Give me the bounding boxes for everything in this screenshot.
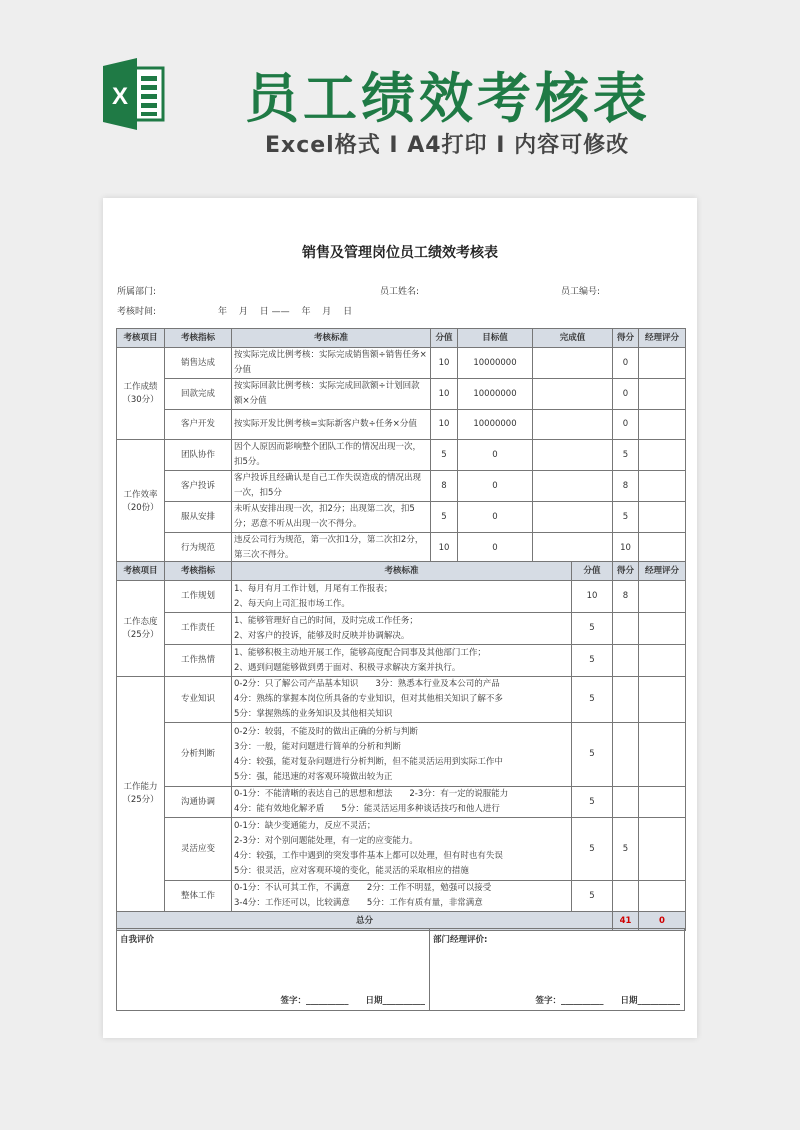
- cell: 0-1分：不认可其工作，不满意 2分：工作不明显，勉强可以接受 3-4分：工作还可以，比较满意 5分：工作有质有量，非常满意: [232, 881, 572, 912]
- cell: 0: [613, 410, 639, 440]
- cell: 0-1分：不能清晰的表达自己的思想和想法 2-3分：有一定的说服能力 4分：能有效地化解矛盾 5分：能灵活运用多种谈话技巧和他人进行: [232, 787, 572, 818]
- svg-text:X: X: [111, 83, 129, 110]
- cell: 10: [431, 348, 458, 379]
- table-row: [117, 645, 686, 677]
- cell: 5: [572, 613, 613, 645]
- cell: 0: [458, 440, 533, 471]
- cell: [639, 440, 686, 471]
- banner-subtitle: Excel格式 I A4打印 I 内容可修改: [265, 133, 630, 158]
- cell: 1、能够管理好自己的时间，及时完成工作任务； 2、对客户的投诉，能够及时反映并协调解决。: [232, 613, 572, 645]
- total-manager: 0: [639, 912, 686, 931]
- header-row: [117, 329, 686, 348]
- cell: 10: [613, 533, 639, 564]
- cell: [639, 787, 686, 818]
- cell: [613, 677, 639, 723]
- cell: [613, 787, 639, 818]
- cell: [639, 533, 686, 564]
- table-row: [117, 533, 686, 564]
- cell: [639, 471, 686, 502]
- table-row: [117, 379, 686, 410]
- cell: 5: [613, 440, 639, 471]
- cell: 10: [431, 533, 458, 564]
- table-row: [117, 581, 686, 613]
- id-label: 员工编号:: [561, 287, 601, 297]
- table-section-2: [116, 561, 686, 931]
- sheet: [103, 198, 697, 1038]
- table-row: [117, 410, 686, 440]
- cell: 工作规划: [165, 581, 232, 613]
- self-evaluation-label: 自我评价: [120, 935, 155, 945]
- cell: 5: [572, 645, 613, 677]
- cell: [613, 723, 639, 787]
- cell: 考核指标: [165, 329, 232, 348]
- cell: 10: [431, 410, 458, 440]
- cell: [613, 881, 639, 912]
- cell: 沟通协调: [165, 787, 232, 818]
- banner-title: 员工绩效考核表: [245, 67, 651, 130]
- sheet-title: 销售及管理岗位员工绩效考核表: [302, 245, 498, 261]
- cell: 5: [572, 677, 613, 723]
- cell: 按实际开发比例考核=实际新客户数÷任务×分值: [232, 410, 431, 440]
- cell: 服从安排: [165, 502, 232, 533]
- cell: [533, 379, 613, 410]
- cell: 整体工作: [165, 881, 232, 912]
- cell: [613, 645, 639, 677]
- cell: 目标值: [458, 329, 533, 348]
- cell: 8: [613, 581, 639, 613]
- name-label: 员工姓名:: [380, 287, 420, 297]
- cell: [533, 533, 613, 564]
- table-row: [117, 440, 686, 471]
- cell: 0-1分：缺少变通能力，反应不灵活； 2-3分：对个别问题能处理，有一定的应变能力。 4分：较强，工作中遇到的突发事件基本上都可以处理，但有时也有失误 5分：很灵活，应对客观环境的变化，能灵活的采取相应的措施: [232, 818, 572, 881]
- cell: 5: [613, 818, 639, 881]
- cell: [639, 677, 686, 723]
- cell: [533, 410, 613, 440]
- cell: 团队协作: [165, 440, 232, 471]
- category-cell: 工作成绩 （30分）: [117, 348, 165, 440]
- cell: 得分: [613, 562, 639, 581]
- cell: 分析判断: [165, 723, 232, 787]
- cell: 完成值: [533, 329, 613, 348]
- cell: 0-2分：较弱，不能及时的做出正确的分析与判断 3分：一般，能对问题进行简单的分析和判断 4分：较强，能对复杂问题进行分析判断，但不能灵活运用到实际工作中 5分：强，能迅速的对客观环境做出较为正: [232, 723, 572, 787]
- cell: [639, 723, 686, 787]
- cell: 5: [613, 502, 639, 533]
- category-cell: 工作态度 （25分）: [117, 581, 165, 677]
- cell: 分值: [572, 562, 613, 581]
- cell: 10000000: [458, 410, 533, 440]
- table-row: [117, 471, 686, 502]
- manager-evaluation-label: 部门经理评价:: [433, 935, 488, 945]
- cell: [639, 581, 686, 613]
- cell: [533, 440, 613, 471]
- cell: [639, 410, 686, 440]
- category-cell: 工作能力 （25分）: [117, 677, 165, 912]
- cell: 5: [431, 502, 458, 533]
- total-label: 总分: [117, 912, 613, 931]
- table-row: [117, 348, 686, 379]
- cell: 10: [431, 379, 458, 410]
- cell: 工作责任: [165, 613, 232, 645]
- cell: [533, 502, 613, 533]
- cell: 考核标准: [232, 329, 431, 348]
- header-row: [117, 562, 686, 581]
- cell: 8: [613, 471, 639, 502]
- cell: 5: [572, 787, 613, 818]
- cell: 因个人原因而影响整个团队工作的情况出现一次，扣5分。: [232, 440, 431, 471]
- cell: 8: [431, 471, 458, 502]
- cell: 0: [613, 348, 639, 379]
- cell: 10: [572, 581, 613, 613]
- total-score: 41: [613, 912, 639, 931]
- cell: 客户投诉: [165, 471, 232, 502]
- cell: 0: [458, 502, 533, 533]
- table-row: [117, 881, 686, 912]
- cell: 违反公司行为规范，第一次扣1分，第二次扣2分，第三次不得分。: [232, 533, 431, 564]
- cell: [639, 348, 686, 379]
- cell: 按实际回款比例考核：实际完成回款额÷计划回款额×分值: [232, 379, 431, 410]
- table-row: [117, 613, 686, 645]
- cell: [533, 471, 613, 502]
- cell: 考核标准: [232, 562, 572, 581]
- cell: 经理评分: [639, 562, 686, 581]
- cell: 客户投诉且经确认是自己工作失误造成的情况出现一次，扣5分: [232, 471, 431, 502]
- cell: [639, 818, 686, 881]
- excel-logo-icon: [103, 58, 165, 130]
- cell: [639, 613, 686, 645]
- cell: 5: [431, 440, 458, 471]
- cell: [533, 348, 613, 379]
- cell: [639, 645, 686, 677]
- cell: 分值: [431, 329, 458, 348]
- cell: 未听从安排出现一次，扣2分；出现第二次，扣5分；恶意不听从出现一次不得分。: [232, 502, 431, 533]
- cell: 销售达成: [165, 348, 232, 379]
- table-row: [117, 502, 686, 533]
- cell: 专业知识: [165, 677, 232, 723]
- table-row: [117, 818, 686, 881]
- cell: [613, 613, 639, 645]
- manager-sign-line: 签字：__________ 日期__________: [535, 996, 680, 1006]
- cell: 考核项目: [117, 562, 165, 581]
- cell: [639, 502, 686, 533]
- cell: 5: [572, 881, 613, 912]
- cell: 0: [613, 379, 639, 410]
- cell: [639, 881, 686, 912]
- category-cell: 工作效率 （20份）: [117, 440, 165, 564]
- table-row: [117, 723, 686, 787]
- cell: 灵活应变: [165, 818, 232, 881]
- cell: 按实际完成比例考核：实际完成销售额÷销售任务×分值: [232, 348, 431, 379]
- cell: 5: [572, 723, 613, 787]
- cell: 5: [572, 818, 613, 881]
- cell: 1、能够积极主动地开展工作，能够高度配合同事及其他部门工作； 2、遇到问题能够做到勇于面对、积极寻求解决方案并执行。: [232, 645, 572, 677]
- dept-label: 所属部门:: [117, 287, 157, 297]
- cell: 1、每月有月工作计划，月尾有工作报表； 2、每天向上司汇报市场工作。: [232, 581, 572, 613]
- date-range: 年 月 日 —— 年 月 日: [218, 307, 353, 317]
- table-row: [117, 677, 686, 723]
- self-sign-line: 签字：__________ 日期__________: [280, 996, 425, 1006]
- self-evaluation-box[interactable]: [116, 928, 430, 1011]
- cell: 0: [458, 533, 533, 564]
- cell: 行为规范: [165, 533, 232, 564]
- cell: 得分: [613, 329, 639, 348]
- cell: 经理评分: [639, 329, 686, 348]
- cell: 工作热情: [165, 645, 232, 677]
- cell: 0-2分：只了解公司产品基本知识 3分：熟悉本行业及本公司的产品 4分：熟练的掌握本岗位所具备的专业知识，但对其他相关知识了解不多 5分：掌握熟练的业务知识及其他相关知识: [232, 677, 572, 723]
- cell: 考核指标: [165, 562, 232, 581]
- time-label: 考核时间:: [117, 307, 157, 317]
- manager-evaluation-box[interactable]: [429, 928, 685, 1011]
- cell: 10000000: [458, 348, 533, 379]
- cell: 考核项目: [117, 329, 165, 348]
- cell: 0: [458, 471, 533, 502]
- cell: 回款完成: [165, 379, 232, 410]
- table-section-1: [116, 328, 686, 564]
- cell: [639, 379, 686, 410]
- cell: 10000000: [458, 379, 533, 410]
- cell: 客户开发: [165, 410, 232, 440]
- table-row: [117, 787, 686, 818]
